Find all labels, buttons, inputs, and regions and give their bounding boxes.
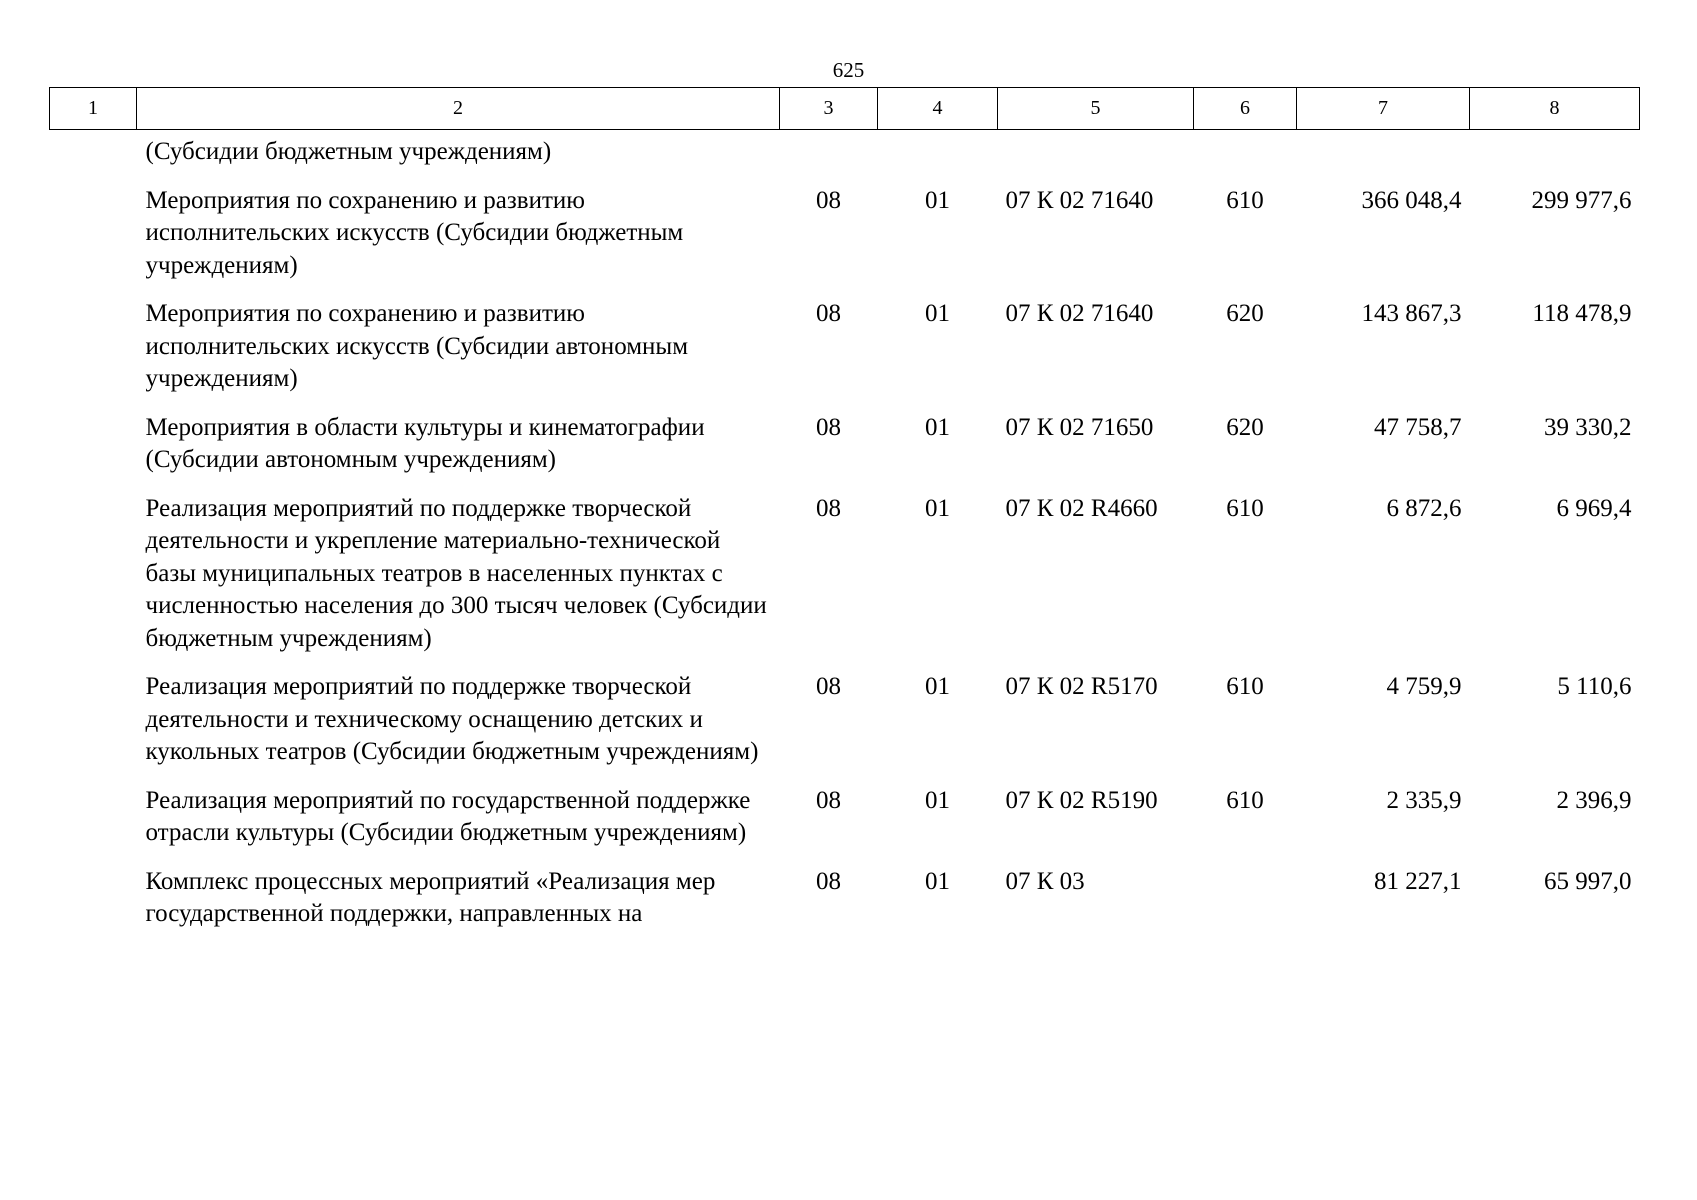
expense-name: Реализация мероприятий по государственной поддержке отрасли культуры (Субсидии бюджетным учреждениям) [145, 786, 751, 846]
section-code: 08 [816, 673, 841, 700]
subsection-code: 01 [925, 300, 950, 327]
section-code: 08 [816, 413, 841, 441]
subsection-code [878, 130, 998, 185]
expense-type-code [1194, 866, 1297, 947]
expense-name: Мероприятия в области культуры и кинематографии (Субсидии автономным учреждениям) [145, 413, 705, 473]
target-article-code: 07 К 03 [1005, 867, 1085, 895]
table-row [50, 785, 1640, 866]
amount-col-7 [1297, 130, 1470, 185]
expense-type-code: 620 [1226, 413, 1264, 441]
amount-col-8: 5 110,6 [1557, 673, 1632, 700]
expense-name: (Субсидии бюджетным учреждениям) [145, 138, 552, 165]
table-row [50, 298, 1640, 412]
subsection-code: 01 [925, 186, 950, 214]
section-code: 08 [816, 300, 841, 327]
section-code: 08 [816, 786, 841, 814]
budget-table [49, 87, 1640, 947]
target-article-code: 07 К 02 71640 [1005, 186, 1154, 214]
subsection-code: 01 [925, 786, 950, 814]
row-number-cell [50, 130, 137, 185]
amount-col-8: 118 478,9 [1532, 300, 1632, 327]
amount-col-7: 81 227,1 [1374, 867, 1462, 895]
table-row [50, 130, 1640, 185]
subsection-code: 01 [925, 494, 950, 522]
row-number-cell [50, 493, 137, 672]
target-article-code: 07 К 02 R5190 [1005, 786, 1158, 814]
column-header-8: 8 [1470, 88, 1640, 130]
column-header-6: 6 [1194, 88, 1297, 130]
amount-col-7: 2 335,9 [1386, 786, 1462, 814]
section-code: 08 [816, 494, 841, 522]
expense-type-code: 610 [1226, 186, 1264, 214]
amount-col-7: 6 872,6 [1386, 494, 1462, 522]
expense-name: Мероприятия по сохранению и развитию исполнительских искусств (Субсидии бюджетным учреждениям) [145, 186, 684, 279]
amount-col-7: 143 867,3 [1361, 300, 1462, 327]
row-number-cell [50, 671, 137, 785]
column-header-4: 4 [878, 88, 998, 130]
table-row [50, 493, 1640, 672]
expense-name: Комплекс процессных мероприятий «Реализация мер государственной поддержки, направленных на [145, 867, 716, 927]
amount-col-7: 366 048,4 [1361, 186, 1462, 214]
expense-type-code: 610 [1226, 673, 1264, 700]
subsection-code: 01 [925, 413, 950, 441]
expense-name: Реализация мероприятий по поддержке творческой деятельности и укрепление материально-технической базы муниципальных театров в населенных пунктах с численностью населения до 300 тысяч человек (Субсидии бюджетным учреждениям) [145, 494, 767, 652]
amount-col-8: 2 396,9 [1556, 786, 1632, 814]
header-row [50, 88, 1640, 130]
row-number-cell [50, 185, 137, 299]
amount-col-8: 299 977,6 [1531, 186, 1632, 214]
target-article-code [998, 130, 1194, 185]
amount-col-8: 39 330,2 [1544, 413, 1632, 441]
subsection-code: 01 [925, 673, 950, 700]
page-number: 625 [832, 58, 865, 82]
column-header-1: 1 [50, 88, 137, 130]
row-number-cell [50, 785, 137, 866]
subsection-code: 01 [925, 867, 950, 895]
section-code: 08 [816, 867, 841, 895]
target-article-code: 07 К 02 R5170 [1005, 673, 1158, 700]
expense-name: Мероприятия по сохранению и развитию исполнительских искусств (Субсидии автономным учреждениям) [145, 300, 689, 392]
table-row [50, 671, 1640, 785]
section-code [780, 130, 878, 185]
table-header [50, 88, 1640, 130]
target-article-code: 07 К 02 R4660 [1005, 494, 1158, 522]
amount-col-7: 4 759,9 [1386, 673, 1462, 700]
expense-name: Реализация мероприятий по поддержке творческой деятельности и техническому оснащению детских и кукольных театров (Субсидии бюджетным учреждениям) [145, 673, 759, 765]
amount-col-8: 65 997,0 [1544, 867, 1632, 895]
row-number-cell [50, 412, 137, 493]
column-header-3: 3 [780, 88, 878, 130]
section-code: 08 [816, 186, 841, 214]
table-row [50, 185, 1640, 299]
table-row [50, 412, 1640, 493]
row-number-cell [50, 866, 137, 947]
row-number-cell [50, 298, 137, 412]
expense-type-code: 610 [1226, 494, 1264, 522]
target-article-code: 07 К 02 71650 [1005, 413, 1154, 441]
expense-type-code: 620 [1226, 300, 1264, 327]
amount-col-8: 6 969,4 [1556, 494, 1632, 522]
column-header-5: 5 [998, 88, 1194, 130]
amount-col-8 [1470, 130, 1640, 185]
target-article-code: 07 К 02 71640 [1005, 300, 1154, 327]
expense-type-code [1194, 130, 1297, 185]
column-header-7: 7 [1297, 88, 1470, 130]
table-row [50, 866, 1640, 947]
expense-type-code: 610 [1226, 786, 1264, 814]
amount-col-7: 47 758,7 [1374, 413, 1462, 441]
column-header-2: 2 [137, 88, 780, 130]
table-body [50, 130, 1640, 947]
